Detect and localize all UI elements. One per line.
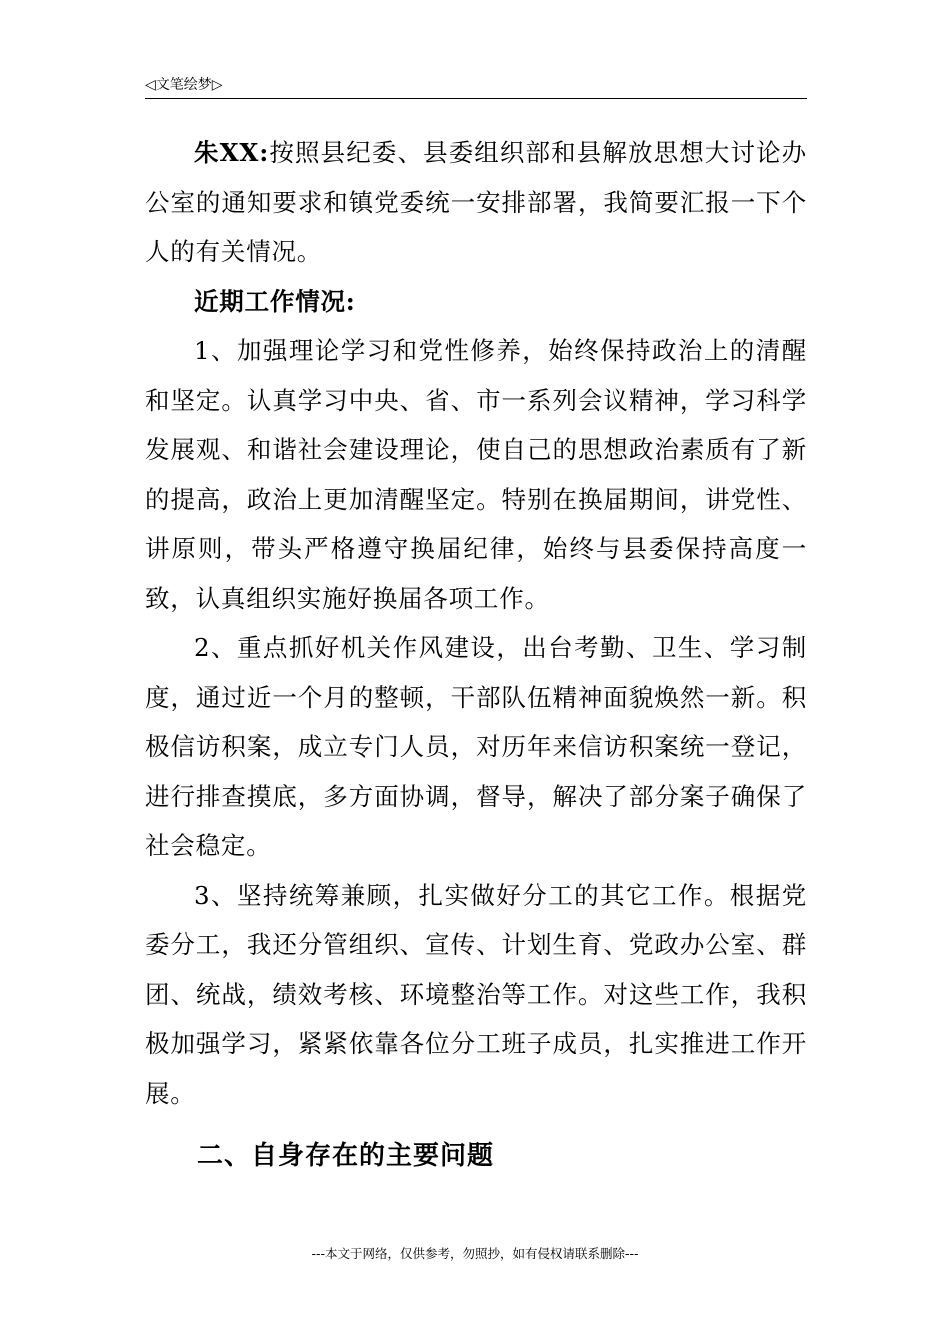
header-title: ◁文笔绘梦▷ bbox=[145, 77, 223, 93]
intro-paragraph bbox=[145, 128, 807, 277]
speaker-name: 朱XX: bbox=[194, 138, 270, 167]
document-body bbox=[145, 128, 807, 1182]
work-item-2: 2、重点抓好机关作风建设，出台考勤、卫生、学习制度，通过近一个月的整顿，干部队伍精神面貌焕然一新。积极信访积案，成立专门人员，对历年来信访积案统一登记，进行排查摸底，多方面协调，督导，解决了部分案子确保了社会稳定。 bbox=[145, 633, 807, 860]
footer-notice: ---本文于网络，仅供参考，勿照抄，如有侵权请联系删除--- bbox=[311, 1246, 639, 1261]
work-item-1: 1、加强理论学习和党性修养，始终保持政治上的清醒和坚定。认真学习中央、省、市一系列会议精神，学习科学发展观、和谐社会建设理论，使自己的思想政治素质有了新的提高，政治上更加清醒坚定。特别在换届期间，讲党性、讲原则，带头严格遵守换届纪律，始终与县委保持高度一致，认真组织实施好换届各项工作。 bbox=[145, 336, 807, 613]
section-2-title: 二、自身存在的主要问题 bbox=[197, 1141, 495, 1171]
page-header bbox=[145, 74, 807, 99]
section-title: 近期工作情况: bbox=[194, 286, 356, 316]
intro-text: 按照县纪委、县委组织部和县解放思想大讨论办公室的通知要求和镇党委统一安排部署，我简要汇报一下个人的有关情况。 bbox=[145, 138, 807, 266]
work-item-3: 3、坚持统筹兼顾，扎实做好分工的其它工作。根据党委分工，我还分管组织、宣传、计划生育、党政办公室、群团、统战，绩效考核、环境整治等工作。对这些工作，我积极加强学习，紧紧依靠各位分工班子成员，扎实推进工作开展。 bbox=[145, 880, 807, 1108]
